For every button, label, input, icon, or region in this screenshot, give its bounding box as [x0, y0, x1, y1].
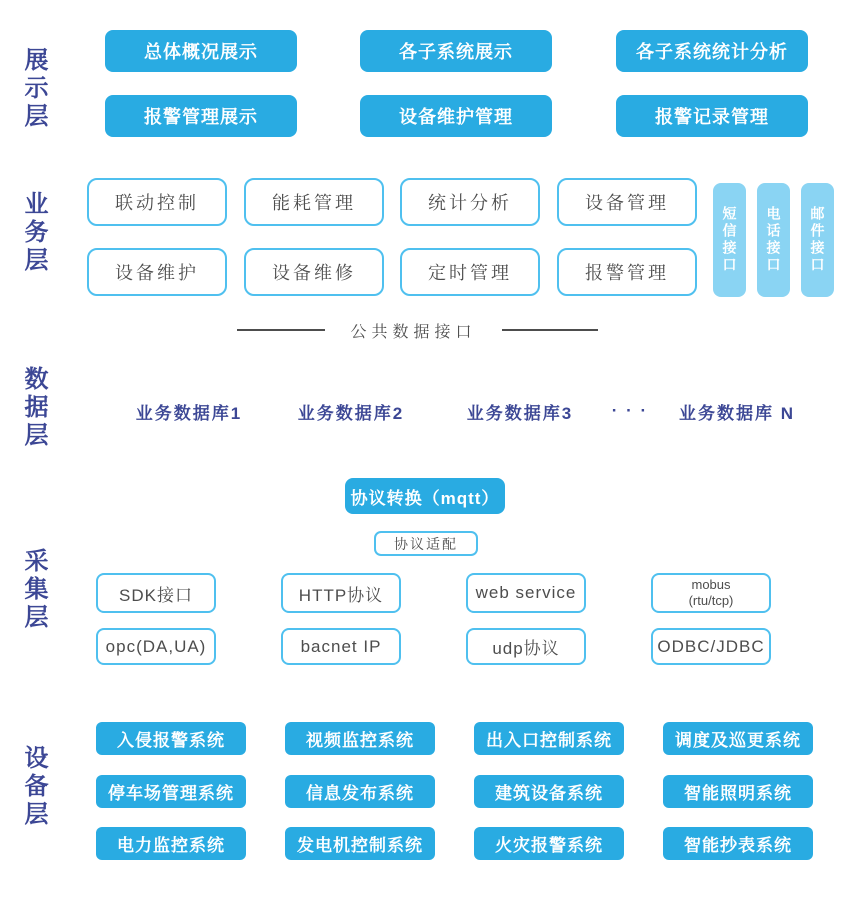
- layer-label-collection: 采集层: [20, 548, 47, 632]
- device-system-button: 电力监控系统: [96, 827, 246, 860]
- database-item: 业务数据库1: [135, 403, 243, 423]
- protocol-converter-button: 协议转换（mqtt）: [345, 478, 505, 514]
- common-data-interface: [237, 321, 598, 339]
- database-item: 业务数据库3: [466, 403, 574, 423]
- protocol-box: ODBC/JDBC: [651, 628, 771, 665]
- device-system-button: 调度及巡更系统: [663, 722, 813, 755]
- business-module-box: 设备维护: [87, 248, 227, 296]
- business-module-box: 报警管理: [557, 248, 697, 296]
- device-system-button: 入侵报警系统: [96, 722, 246, 755]
- business-module-box: 联动控制: [87, 178, 227, 226]
- display-button: 报警管理展示: [105, 95, 297, 137]
- device-system-button: 出入口控制系统: [474, 722, 624, 755]
- display-button: 各子系统统计分析: [616, 30, 808, 72]
- protocol-box: opc(DA,UA): [96, 628, 216, 665]
- mobus-line2: (rtu/tcp): [688, 593, 734, 608]
- display-button: 报警记录管理: [616, 95, 808, 137]
- channel-box-sms: 短信接口: [713, 183, 746, 297]
- protocol-box: bacnet IP: [281, 628, 401, 665]
- divider-line: [237, 329, 325, 331]
- device-system-button: 视频监控系统: [285, 722, 435, 755]
- device-system-button: 建筑设备系统: [474, 775, 624, 808]
- ellipsis: · · ·: [611, 401, 649, 420]
- business-module-box: 设备维修: [244, 248, 384, 296]
- mobus-line1: mobus: [691, 576, 731, 592]
- layer-label-device: 设备层: [20, 745, 47, 829]
- display-button: 总体概况展示: [105, 30, 297, 72]
- protocol-box: HTTP协议: [281, 573, 401, 613]
- channel-box-phone: 电话接口: [757, 183, 790, 297]
- display-button: 设备维护管理: [360, 95, 552, 137]
- database-item: 业务数据库 N: [679, 403, 795, 423]
- business-module-box: 设备管理: [557, 178, 697, 226]
- divider-line: [502, 329, 598, 331]
- protocol-box: SDK接口: [96, 573, 216, 613]
- business-module-box: 能耗管理: [244, 178, 384, 226]
- device-system-button: 智能照明系统: [663, 775, 813, 808]
- device-system-button: 发电机控制系统: [285, 827, 435, 860]
- display-button: 各子系统展示: [360, 30, 552, 72]
- layer-label-business: 业务层: [20, 191, 47, 275]
- device-system-button: 火灾报警系统: [474, 827, 624, 860]
- business-module-box: 定时管理: [400, 248, 540, 296]
- device-system-button: 停车场管理系统: [96, 775, 246, 808]
- device-system-button: 信息发布系统: [285, 775, 435, 808]
- layer-label-data: 数据层: [20, 366, 47, 450]
- channel-box-mail: 邮件接口: [801, 183, 834, 297]
- common-interface-label: 公共数据接口: [350, 323, 477, 341]
- layer-label-display: 展示层: [20, 47, 47, 131]
- protocol-box: web service: [466, 573, 586, 613]
- protocol-adapter-box: 协议适配: [374, 531, 478, 556]
- database-item: 业务数据库2: [297, 403, 405, 423]
- business-module-box: 统计分析: [400, 178, 540, 226]
- protocol-box: udp协议: [466, 628, 586, 665]
- protocol-box-mobus: [651, 573, 771, 613]
- device-system-button: 智能抄表系统: [663, 827, 813, 860]
